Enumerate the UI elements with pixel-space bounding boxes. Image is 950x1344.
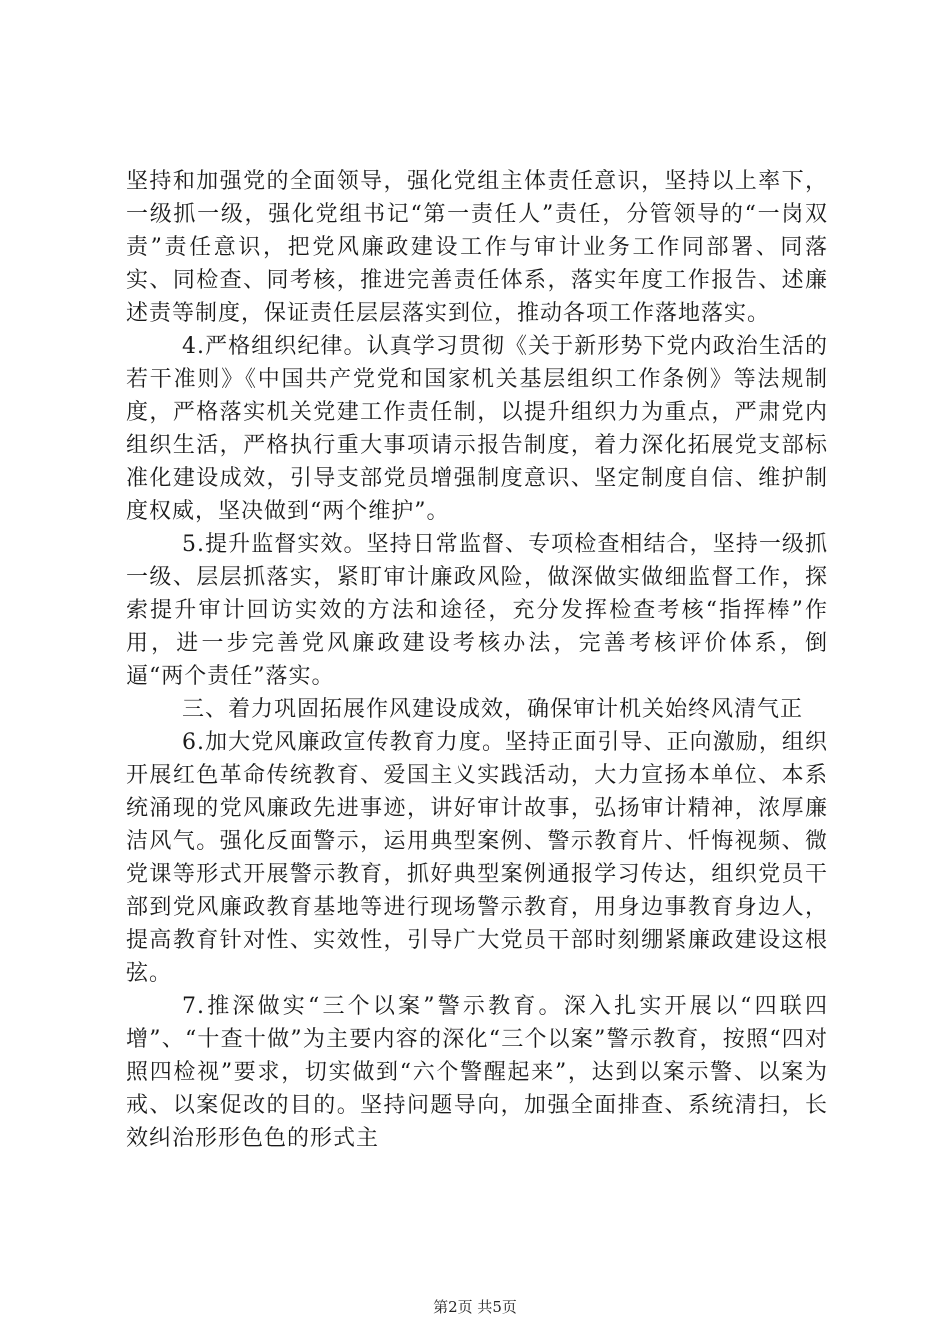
section-heading-three: 三、着力巩固拓展作风建设成效，确保审计机关始终风清气正 bbox=[182, 697, 804, 722]
paragraph-leadership: 坚持和加强党的全面领导，强化党组主体责任意识，坚持以上率下，一级抓一级，强化党组书记“第一责任人”责任，分管领导的“一岗双责”责任意识，把党风廉政建设工作与审计业务工作同部署、同落实、同检查、同考核，推进完善责任体系，落实年度工作报告、述廉述责等制度，保证责任层层落实到位，推动各项工作落地落实。 bbox=[126, 169, 828, 326]
paragraph-supervision: 5.提升监督实效。坚持日常监督、专项检查相结合，坚持一级抓一级、层层抓落实，紧盯审计廉政风险，做深做实做细监督工作，探索提升审计回访实效的方法和途径，充分发挥检查考核“指挥棒”作用，进一步完善党风廉政建设考核办法，完善考核评价体系，倒逼“两个责任”落实。 bbox=[126, 532, 828, 689]
page-number-footer: 第2页 共5页 bbox=[433, 1298, 517, 1316]
paragraph-education: 6.加大党风廉政宣传教育力度。坚持正面引导、正向激励，组织开展红色革命传统教育、爱国主义实践活动，大力宣扬本单位、本系统涌现的党风廉政先进事迹，讲好审计故事，弘扬审计精神，浓厚廉洁风气。强化反面警示，运用典型案例、警示教育片、忏悔视频、微党课等形式开展警示教育，抓好典型案例通报学习传达，组织党员干部到党风廉政教育基地等进行现场警示教育，用身边事教育身边人，提高教育针对性、实效性，引导广大党员干部时刻绷紧廉政建设这根弦。 bbox=[126, 730, 828, 986]
paragraph-organizational-discipline: 4.严格组织纪律。认真学习贯彻《关于新形势下党内政治生活的若干准则》《中国共产党党和国家机关基层组织工作条例》等法规制度，严格落实机关党建工作责任制，以提升组织力为重点，严肃党内组织生活，严格执行重大事项请示报告制度，着力深化拓展党支部标准化建设成效，引导支部党员增强制度意识、坚定制度自信、维护制度权威，坚决做到“两个维护”。 bbox=[126, 334, 828, 524]
document-body bbox=[126, 165, 828, 1155]
paragraph-warning-education: 7.推深做实“三个以案”警示教育。深入扎实开展以“四联四增”、“十查十做”为主要内容的深化“三个以案”警示教育，按照“四对照四检视”要求，切实做到“六个警醒起来”，达到以案示警、以案为戒、以案促改的目的。坚持问题导向，加强全面排查、系统清扫，长效纠治形形色色的形式主 bbox=[126, 994, 828, 1151]
